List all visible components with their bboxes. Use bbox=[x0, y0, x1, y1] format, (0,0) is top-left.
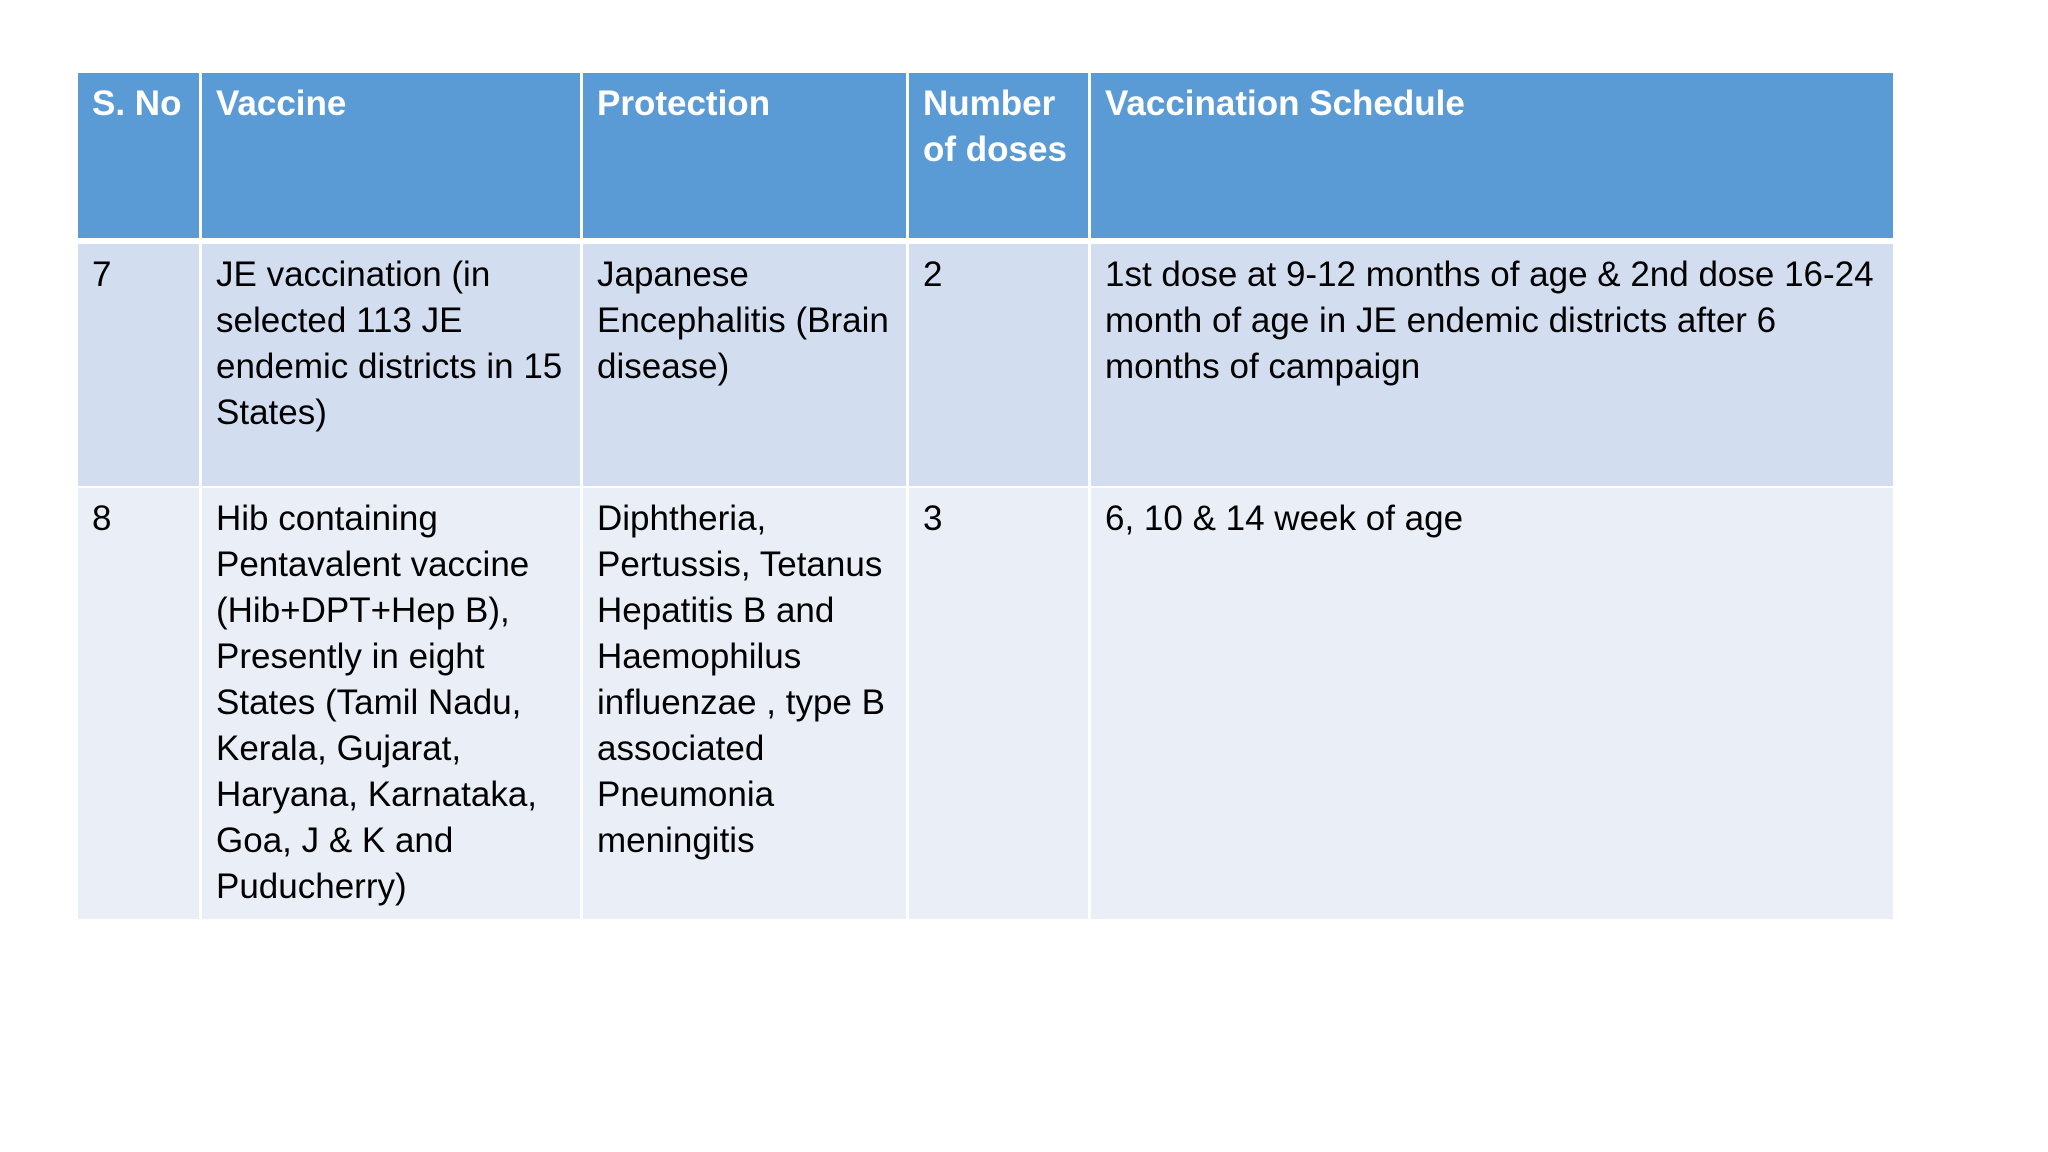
cell-doses: 2 bbox=[908, 241, 1090, 487]
cell-sno: 8 bbox=[77, 487, 201, 919]
cell-doses: 3 bbox=[908, 487, 1090, 919]
cell-protection: Japanese Encephalitis (Brain disease) bbox=[582, 241, 908, 487]
cell-vaccine: JE vaccination (in selected 113 JE endemic districts in 15 States) bbox=[201, 241, 582, 487]
header-sno: S. No bbox=[77, 73, 201, 241]
header-doses: Number of doses bbox=[908, 73, 1090, 241]
cell-vaccine: Hib containing Pentavalent vaccine (Hib+DPT+Hep B), Presently in eight States (Tamil Nadu, Kerala, Gujarat, Haryana, Karnataka, Goa, J & K and Puducherry) bbox=[201, 487, 582, 919]
cell-schedule: 6, 10 & 14 week of age bbox=[1090, 487, 1895, 919]
table-row bbox=[77, 487, 1895, 919]
header-vaccine: Vaccine bbox=[201, 73, 582, 241]
cell-schedule: 1st dose at 9-12 months of age & 2nd dose 16-24 month of age in JE endemic districts after 6 months of campaign bbox=[1090, 241, 1895, 487]
header-protection: Protection bbox=[582, 73, 908, 241]
table-header-row bbox=[77, 73, 1895, 241]
cell-sno: 7 bbox=[77, 241, 201, 487]
cell-protection: Diphtheria, Pertussis, Tetanus Hepatitis B and Haemophilus influenzae , type B associated Pneumonia meningitis bbox=[582, 487, 908, 919]
table-row bbox=[77, 241, 1895, 487]
vaccine-schedule-table bbox=[75, 73, 1896, 919]
header-schedule: Vaccination Schedule bbox=[1090, 73, 1895, 241]
